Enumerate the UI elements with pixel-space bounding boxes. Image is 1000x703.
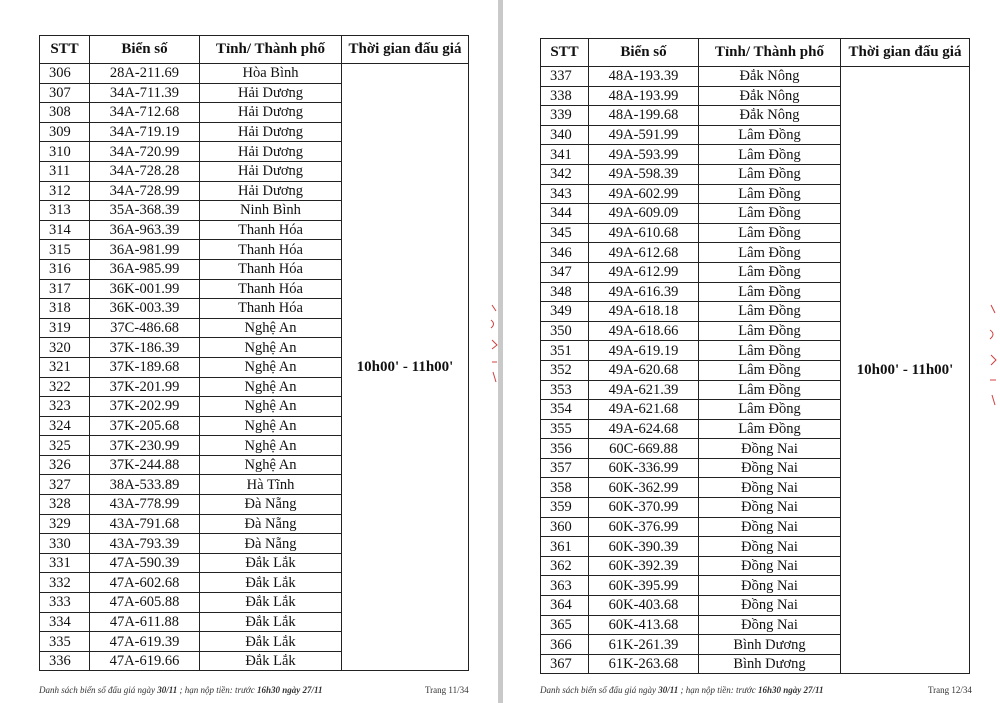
row-province: Đà Nẵng	[200, 534, 342, 554]
row-plate: 60K-413.68	[589, 615, 699, 635]
document-page-left	[0, 0, 498, 703]
row-province: Đồng Nai	[699, 498, 841, 518]
row-province: Đà Nẵng	[200, 495, 342, 515]
row-stt: 366	[541, 635, 589, 655]
row-province: Đắk Lắk	[200, 553, 342, 573]
row-stt: 340	[541, 125, 589, 145]
row-stt: 347	[541, 262, 589, 282]
row-stt: 330	[40, 534, 90, 554]
row-province: Nghệ An	[200, 318, 342, 338]
row-stt: 315	[40, 240, 90, 260]
row-plate: 49A-618.18	[589, 302, 699, 322]
row-stt: 363	[541, 576, 589, 596]
row-stt: 319	[40, 318, 90, 338]
row-stt: 328	[40, 495, 90, 515]
row-province: Lâm Đồng	[699, 341, 841, 361]
row-province: Đắk Lắk	[200, 573, 342, 593]
row-plate: 35A-368.39	[90, 201, 200, 221]
handwritten-mark	[987, 300, 995, 412]
row-stt: 329	[40, 514, 90, 534]
footer-date: 30/11	[658, 685, 679, 695]
row-province: Đồng Nai	[699, 596, 841, 616]
row-stt: 325	[40, 436, 90, 456]
row-stt: 338	[541, 86, 589, 106]
page-footer	[39, 685, 322, 695]
row-plate: 49A-591.99	[589, 125, 699, 145]
row-plate: 49A-618.66	[589, 321, 699, 341]
row-stt: 310	[40, 142, 90, 162]
row-province: Lâm Đồng	[699, 262, 841, 282]
row-plate: 48A-193.39	[589, 67, 699, 87]
row-plate: 34A-728.99	[90, 181, 200, 201]
row-plate: 48A-199.68	[589, 106, 699, 126]
row-stt: 349	[541, 302, 589, 322]
row-plate: 36A-963.39	[90, 220, 200, 240]
header-auction-time: Thời gian đấu giá	[342, 36, 469, 64]
row-plate: 61K-261.39	[589, 635, 699, 655]
row-stt: 333	[40, 593, 90, 613]
row-plate: 47A-602.68	[90, 573, 200, 593]
row-plate: 49A-616.39	[589, 282, 699, 302]
document-page-right	[503, 0, 1000, 703]
row-plate: 37K-186.39	[90, 338, 200, 358]
header-plate: Biển số	[589, 39, 699, 67]
row-stt: 351	[541, 341, 589, 361]
row-province: Lâm Đồng	[699, 125, 841, 145]
row-plate: 37K-189.68	[90, 357, 200, 377]
row-stt: 357	[541, 458, 589, 478]
plate-table	[39, 35, 469, 671]
row-province: Nghệ An	[200, 377, 342, 397]
row-province: Đà Nẵng	[200, 514, 342, 534]
row-plate: 43A-778.99	[90, 495, 200, 515]
row-plate: 36K-001.99	[90, 279, 200, 299]
row-stt: 356	[541, 439, 589, 459]
row-province: Hải Dương	[200, 83, 342, 103]
row-stt: 322	[40, 377, 90, 397]
header-stt: STT	[541, 39, 589, 67]
row-plate: 49A-620.68	[589, 360, 699, 380]
row-province: Hải Dương	[200, 103, 342, 123]
row-plate: 36K-003.39	[90, 299, 200, 319]
row-stt: 320	[40, 338, 90, 358]
row-stt: 362	[541, 556, 589, 576]
row-plate: 47A-619.39	[90, 632, 200, 652]
row-plate: 61K-263.68	[589, 654, 699, 674]
row-plate: 49A-612.99	[589, 262, 699, 282]
row-province: Đắk Nông	[699, 106, 841, 126]
row-plate: 38A-533.89	[90, 475, 200, 495]
row-plate: 60K-370.99	[589, 498, 699, 518]
header-stt: STT	[40, 36, 90, 64]
row-province: Đắk Lắk	[200, 612, 342, 632]
row-plate: 49A-602.99	[589, 184, 699, 204]
row-stt: 332	[40, 573, 90, 593]
row-province: Thanh Hóa	[200, 240, 342, 260]
page-number: Trang 11/34	[425, 685, 469, 695]
row-plate: 49A-609.09	[589, 204, 699, 224]
row-province: Bình Dương	[699, 635, 841, 655]
row-stt: 311	[40, 161, 90, 181]
row-stt: 350	[541, 321, 589, 341]
row-stt: 313	[40, 201, 90, 221]
row-province: Lâm Đồng	[699, 145, 841, 165]
row-stt: 359	[541, 498, 589, 518]
row-province: Thanh Hóa	[200, 279, 342, 299]
row-province: Thanh Hóa	[200, 220, 342, 240]
row-plate: 60K-376.99	[589, 517, 699, 537]
row-province: Đồng Nai	[699, 439, 841, 459]
row-plate: 49A-610.68	[589, 223, 699, 243]
row-plate: 60K-390.39	[589, 537, 699, 557]
row-stt: 337	[541, 67, 589, 87]
row-plate: 28A-211.69	[90, 64, 200, 84]
row-stt: 323	[40, 397, 90, 417]
row-province: Lâm Đồng	[699, 184, 841, 204]
row-province: Đắk Lắk	[200, 593, 342, 613]
row-plate: 34A-712.68	[90, 103, 200, 123]
row-stt: 360	[541, 517, 589, 537]
row-province: Đồng Nai	[699, 576, 841, 596]
row-province: Đắk Lắk	[200, 632, 342, 652]
row-stt: 353	[541, 380, 589, 400]
row-province: Nghệ An	[200, 397, 342, 417]
row-plate: 47A-619.66	[90, 651, 200, 671]
row-province: Hải Dương	[200, 161, 342, 181]
row-province: Lâm Đồng	[699, 380, 841, 400]
row-province: Đồng Nai	[699, 615, 841, 635]
footer-mid: ; hạn nộp tiền: trước	[678, 685, 758, 695]
row-province: Lâm Đồng	[699, 321, 841, 341]
row-province: Lâm Đồng	[699, 223, 841, 243]
row-province: Đắk Nông	[699, 67, 841, 87]
row-province: Đồng Nai	[699, 478, 841, 498]
header-province: Tỉnh/ Thành phố	[200, 36, 342, 64]
row-stt: 336	[40, 651, 90, 671]
row-province: Lâm Đồng	[699, 282, 841, 302]
table-header-row	[541, 39, 970, 67]
row-plate: 49A-624.68	[589, 419, 699, 439]
row-plate: 47A-590.39	[90, 553, 200, 573]
row-stt: 335	[40, 632, 90, 652]
row-stt: 341	[541, 145, 589, 165]
row-stt: 339	[541, 106, 589, 126]
row-plate: 34A-719.19	[90, 122, 200, 142]
row-plate: 49A-593.99	[589, 145, 699, 165]
row-province: Lâm Đồng	[699, 360, 841, 380]
row-plate: 37K-230.99	[90, 436, 200, 456]
footer-prefix: Danh sách biển số đấu giá ngày	[39, 685, 158, 695]
row-stt: 354	[541, 400, 589, 420]
table-row	[541, 67, 970, 87]
row-plate: 49A-619.19	[589, 341, 699, 361]
header-province: Tỉnh/ Thành phố	[699, 39, 841, 67]
row-stt: 352	[541, 360, 589, 380]
row-province: Đồng Nai	[699, 556, 841, 576]
row-province: Ninh Bình	[200, 201, 342, 221]
row-province: Lâm Đồng	[699, 302, 841, 322]
row-province: Hà Tĩnh	[200, 475, 342, 495]
row-plate: 60K-362.99	[589, 478, 699, 498]
row-stt: 361	[541, 537, 589, 557]
row-stt: 318	[40, 299, 90, 319]
row-plate: 34A-711.39	[90, 83, 200, 103]
footer-deadline: 16h30 ngày 27/11	[757, 685, 824, 695]
row-province: Hòa Bình	[200, 64, 342, 84]
footer-date: 30/11	[157, 685, 178, 695]
row-province: Hải Dương	[200, 142, 342, 162]
row-stt: 367	[541, 654, 589, 674]
row-stt: 342	[541, 164, 589, 184]
row-plate: 49A-621.39	[589, 380, 699, 400]
row-stt: 308	[40, 103, 90, 123]
row-plate: 60C-669.88	[589, 439, 699, 459]
row-stt: 324	[40, 416, 90, 436]
row-plate: 37K-202.99	[90, 397, 200, 417]
row-plate: 60K-392.39	[589, 556, 699, 576]
footer-prefix: Danh sách biển số đấu giá ngày	[540, 685, 659, 695]
row-province: Hải Dương	[200, 122, 342, 142]
footer-deadline: 16h30 ngày 27/11	[256, 685, 323, 695]
row-plate: 47A-605.88	[90, 593, 200, 613]
row-plate: 49A-621.68	[589, 400, 699, 420]
row-plate: 49A-598.39	[589, 164, 699, 184]
auction-time-cell: 10h00' - 11h00'	[841, 67, 970, 674]
row-plate: 49A-612.68	[589, 243, 699, 263]
row-stt: 309	[40, 122, 90, 142]
row-plate: 37K-205.68	[90, 416, 200, 436]
row-province: Đắk Nông	[699, 86, 841, 106]
table-row	[40, 64, 469, 84]
row-plate: 34A-728.28	[90, 161, 200, 181]
row-province: Lâm Đồng	[699, 400, 841, 420]
page-number: Trang 12/34	[928, 685, 972, 695]
row-province: Đồng Nai	[699, 517, 841, 537]
row-province: Nghệ An	[200, 338, 342, 358]
row-stt: 316	[40, 259, 90, 279]
row-province: Lâm Đồng	[699, 164, 841, 184]
row-province: Nghệ An	[200, 416, 342, 436]
row-province: Đắk Lắk	[200, 651, 342, 671]
row-stt: 355	[541, 419, 589, 439]
footer-mid: ; hạn nộp tiền: trước	[177, 685, 257, 695]
row-stt: 364	[541, 596, 589, 616]
handwritten-mark	[489, 300, 497, 392]
row-plate: 47A-611.88	[90, 612, 200, 632]
row-stt: 344	[541, 204, 589, 224]
header-auction-time: Thời gian đấu giá	[841, 39, 970, 67]
auction-time-cell: 10h00' - 11h00'	[342, 64, 469, 671]
row-plate: 36A-985.99	[90, 259, 200, 279]
row-stt: 348	[541, 282, 589, 302]
row-plate: 37K-201.99	[90, 377, 200, 397]
row-province: Lâm Đồng	[699, 204, 841, 224]
row-stt: 321	[40, 357, 90, 377]
plate-table	[540, 38, 970, 674]
row-stt: 346	[541, 243, 589, 263]
row-plate: 60K-395.99	[589, 576, 699, 596]
row-stt: 327	[40, 475, 90, 495]
row-province: Lâm Đồng	[699, 419, 841, 439]
row-province: Nghệ An	[200, 436, 342, 456]
row-plate: 60K-336.99	[589, 458, 699, 478]
row-stt: 312	[40, 181, 90, 201]
row-stt: 326	[40, 455, 90, 475]
page-footer	[540, 685, 823, 695]
row-stt: 314	[40, 220, 90, 240]
row-plate: 43A-791.68	[90, 514, 200, 534]
row-stt: 334	[40, 612, 90, 632]
row-province: Đồng Nai	[699, 458, 841, 478]
row-province: Nghệ An	[200, 455, 342, 475]
row-plate: 43A-793.39	[90, 534, 200, 554]
row-stt: 343	[541, 184, 589, 204]
row-province: Hải Dương	[200, 181, 342, 201]
row-province: Đồng Nai	[699, 537, 841, 557]
table-header-row	[40, 36, 469, 64]
row-stt: 331	[40, 553, 90, 573]
row-province: Bình Dương	[699, 654, 841, 674]
row-province: Lâm Đồng	[699, 243, 841, 263]
header-plate: Biển số	[90, 36, 200, 64]
row-stt: 317	[40, 279, 90, 299]
row-plate: 48A-193.99	[589, 86, 699, 106]
row-plate: 37C-486.68	[90, 318, 200, 338]
row-plate: 37K-244.88	[90, 455, 200, 475]
row-stt: 345	[541, 223, 589, 243]
row-plate: 60K-403.68	[589, 596, 699, 616]
row-stt: 306	[40, 64, 90, 84]
row-province: Thanh Hóa	[200, 259, 342, 279]
row-plate: 36A-981.99	[90, 240, 200, 260]
row-plate: 34A-720.99	[90, 142, 200, 162]
row-stt: 307	[40, 83, 90, 103]
row-stt: 365	[541, 615, 589, 635]
row-province: Thanh Hóa	[200, 299, 342, 319]
row-stt: 358	[541, 478, 589, 498]
row-province: Nghệ An	[200, 357, 342, 377]
